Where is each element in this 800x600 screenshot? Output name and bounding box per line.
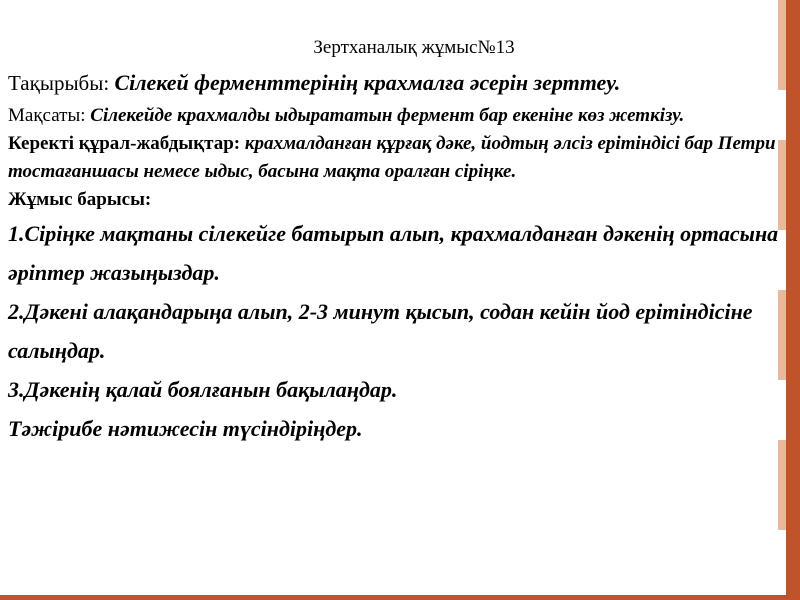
equipment-label: Керекті құрал-жабдықтар:: [8, 133, 245, 154]
procedure-step: 1.Сіріңке мақтаны сілекейге батырып алып, крахмалданған дәкенің ортасына әріптер жазыңыздар.: [8, 221, 779, 285]
procedure-step: 3.Дәкенің қалай боялғанын бақылаңдар.: [8, 377, 398, 402]
lab-title: Зертханалық жұмыс№13: [313, 37, 515, 58]
slide-content: [8, 34, 780, 448]
topic-value: Сілекей ферменттерінің крахмалға әсерін зерттеу.: [114, 70, 621, 95]
procedure-step: Тәжірибе нәтижесін түсіндіріңдер.: [8, 416, 363, 441]
procedure-step: 2.Дәкені алақандарыңа алып, 2-3 минут қысып, содан кейін йод ерітіндісіне салыңдар.: [8, 299, 753, 363]
equipment-value: крахмалданған құрғақ дәке, йодтың әлсіз ерітіндісі бар Петри тостағаншасы немесе ыдыс, басына мақта оралған сіріңке.: [8, 133, 776, 182]
topic-paragraph: [8, 66, 780, 100]
accent-bar-bottom: [0, 595, 800, 600]
aim-paragraph: [8, 102, 780, 130]
procedure-label: Жұмыс барысы:: [8, 189, 152, 210]
equipment-paragraph: [8, 130, 780, 186]
aim-value: Сілекейде крахмалды ыдырататын фермент бар екеніне көз жеткізу.: [90, 105, 685, 126]
topic-label: Тақырыбы:: [8, 71, 115, 95]
aim-label: Мақсаты:: [8, 105, 91, 126]
side-decoration: [778, 440, 786, 530]
accent-bar-right: [786, 0, 800, 600]
